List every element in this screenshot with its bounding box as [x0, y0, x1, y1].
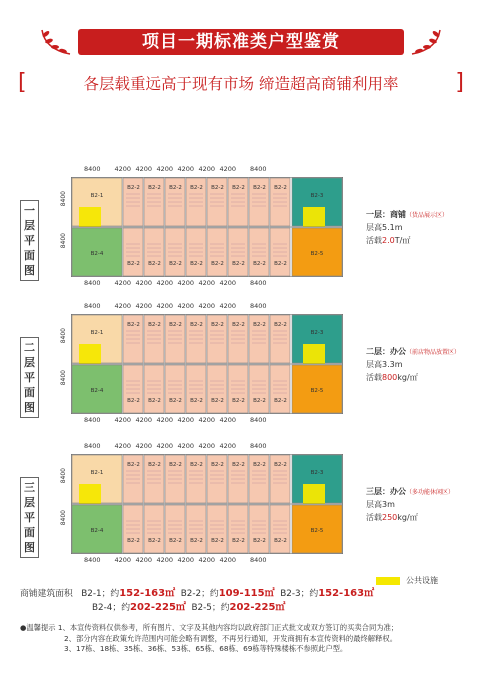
unit-label-nw: B2-1	[90, 193, 104, 199]
floor-label-char: 一	[24, 204, 35, 217]
floor-load-unit: kg/㎡	[397, 513, 418, 522]
area-summary	[20, 587, 374, 615]
dimension-label: 4200	[135, 302, 153, 310]
unit-label-mid: B2-2	[253, 185, 266, 191]
floor-load	[366, 235, 448, 246]
floor-load	[366, 512, 454, 523]
area-line-1	[20, 587, 374, 601]
floor-info-note: （货品展示区）	[406, 212, 449, 219]
area-b25-value: 202-225㎡	[229, 602, 286, 613]
floor-label-char: 面	[24, 249, 35, 262]
dimension-label: 4200	[219, 165, 237, 173]
unit-label-se: B2-5	[310, 528, 324, 534]
dimension-label: 4200	[219, 416, 237, 424]
floor-load-value: 250	[382, 513, 398, 522]
area-b22-label: B2-2；约	[180, 589, 219, 599]
floor-label-char: 图	[24, 401, 35, 414]
side-dimension-label: 8400	[60, 233, 67, 249]
floor-label-char: 平	[24, 234, 35, 247]
dimension-label: 4200	[177, 556, 195, 564]
dimension-label: 4200	[198, 416, 216, 424]
unit-label-mid: B2-2	[190, 538, 203, 544]
note-line-1: ●温馨提示 1、本宣传资料仅供参考，所有图片、文字及其他内容均以政府部门正式批文或双方签订的买卖合同为准；	[20, 623, 399, 632]
unit-label-mid: B2-2	[274, 185, 287, 191]
dimension-label: 4200	[198, 442, 216, 450]
floor-info-head	[366, 486, 454, 497]
dimension-label: 8400	[84, 556, 101, 564]
floor-info-note: （多功能休闲区）	[406, 489, 455, 496]
dimension-label: 4200	[156, 556, 174, 564]
unit-label-mid: B2-2	[169, 185, 182, 191]
dimension-label: 4200	[177, 302, 195, 310]
area-b25-label: B2-5；约	[191, 603, 230, 613]
floor-load-label: 活载	[366, 513, 382, 522]
unit-label-sw: B2-4	[90, 528, 104, 534]
dimension-label: 8400	[84, 302, 101, 310]
floor-label-char: 层	[24, 356, 35, 369]
unit-label-mid: B2-2	[190, 462, 203, 468]
unit-label-mid: B2-2	[211, 538, 224, 544]
dimension-label: 4200	[135, 165, 153, 173]
dimension-label: 4200	[114, 279, 132, 287]
unit-label-mid: B2-2	[127, 538, 140, 544]
subtitle	[18, 71, 464, 97]
dimension-label: 4200	[177, 416, 195, 424]
subtitle-right-bracket: ]	[455, 70, 464, 95]
floor-plan-1	[0, 165, 482, 290]
floor-label-char: 面	[24, 386, 35, 399]
dimension-label: 8400	[84, 279, 101, 287]
area-b24-value: 202-225㎡	[130, 602, 186, 613]
floor-label-char: 图	[24, 264, 35, 277]
side-dimension-label: 8400	[60, 468, 67, 484]
unit-label-mid: B2-2	[274, 538, 287, 544]
subtitle-left-bracket: [	[18, 70, 27, 95]
floor-info-head	[366, 346, 460, 357]
unit-label-mid: B2-2	[211, 462, 224, 468]
dimension-label: 4200	[198, 302, 216, 310]
plan-svg	[71, 454, 343, 554]
floor-info	[366, 486, 454, 523]
floor-height: 层高5.1m	[366, 223, 403, 232]
floor-label-char: 三	[24, 481, 35, 494]
area-b22-value: 109-115㎡	[218, 588, 275, 599]
dimension-label: 8400	[250, 165, 267, 173]
dimension-label: 4200	[219, 556, 237, 564]
unit-label-mid: B2-2	[190, 185, 203, 191]
floor-label-char: 平	[24, 511, 35, 524]
unit-label-nw: B2-1	[90, 470, 104, 476]
unit-label-mid: B2-2	[253, 322, 266, 328]
floor-info	[366, 346, 460, 383]
floor-info-title: 一层：商铺	[366, 210, 406, 219]
unit-label-mid: B2-2	[169, 398, 182, 404]
dimension-label: 4200	[219, 279, 237, 287]
floor-label	[20, 337, 39, 418]
unit-label-ne: B2-3	[310, 193, 324, 199]
unit-label-mid: B2-2	[211, 398, 224, 404]
dimension-label: 4200	[156, 302, 174, 310]
dimension-label: 4200	[219, 442, 237, 450]
area-b23-value: 152-163㎡	[318, 588, 375, 599]
unit-label-mid: B2-2	[148, 398, 161, 404]
area-b24-label: B2-4；约	[92, 603, 130, 613]
unit-label-mid: B2-2	[190, 398, 203, 404]
dimension-label: 8400	[250, 416, 267, 424]
floor-label-char: 面	[24, 526, 35, 539]
unit-label-mid: B2-2	[211, 261, 224, 267]
dimension-label: 4200	[198, 165, 216, 173]
unit-label-mid: B2-2	[253, 538, 266, 544]
dimension-label: 8400	[84, 416, 101, 424]
unit-label-mid: B2-2	[211, 185, 224, 191]
floor-info-title: 二层：办公	[366, 347, 406, 356]
dimension-label: 8400	[84, 442, 101, 450]
dimension-label: 4200	[198, 556, 216, 564]
unit-label-mid: B2-2	[232, 322, 245, 328]
dimension-label: 4200	[135, 442, 153, 450]
dimension-label: 4200	[135, 556, 153, 564]
unit-label-se: B2-5	[310, 251, 324, 257]
side-dimension-label: 8400	[60, 328, 67, 344]
unit-label-mid: B2-2	[190, 322, 203, 328]
floor-label-char: 平	[24, 371, 35, 384]
dimension-label: 4200	[114, 556, 132, 564]
unit-label-sw: B2-4	[90, 251, 104, 257]
unit-label-mid: B2-2	[253, 462, 266, 468]
dimension-label: 4200	[114, 442, 132, 450]
unit-label-mid: B2-2	[274, 462, 287, 468]
plan-drawing	[71, 314, 343, 414]
floor-info-head	[366, 209, 448, 220]
floor-load-label: 活载	[366, 236, 382, 245]
dimension-label: 4200	[156, 416, 174, 424]
floor-label	[20, 477, 39, 558]
dimension-label: 4200	[177, 165, 195, 173]
unit-label-mid: B2-2	[127, 398, 140, 404]
unit-label-mid: B2-2	[211, 322, 224, 328]
dimension-label: 4200	[114, 165, 132, 173]
unit-label-mid: B2-2	[169, 261, 182, 267]
floor-label-char: 图	[24, 541, 35, 554]
legend-public	[376, 575, 438, 586]
dimension-label: 4200	[114, 302, 132, 310]
floor-plan-2	[0, 302, 482, 427]
legend-label: 公共设施	[406, 576, 438, 585]
dimension-label: 8400	[250, 442, 267, 450]
plan-drawing	[71, 454, 343, 554]
dimension-label: 8400	[250, 302, 267, 310]
unit-label-mid: B2-2	[169, 538, 182, 544]
unit-label-mid: B2-2	[274, 322, 287, 328]
floor-load-unit: T/㎡	[394, 236, 411, 245]
floor-load-unit: kg/㎡	[397, 373, 418, 382]
unit-label-mid: B2-2	[148, 538, 161, 544]
floor-height: 层高3.3m	[366, 360, 403, 369]
subtitle-text: 各层载重远高于现有市场 缔造超高商铺利用率	[83, 75, 399, 93]
floor-height: 层高3m	[366, 500, 395, 509]
floor-info-note: （前店物品放置区）	[406, 349, 461, 356]
floor-info-title: 三层：办公	[366, 487, 406, 496]
plan-svg	[71, 177, 343, 277]
dimension-label: 4200	[114, 416, 132, 424]
floor-label-char: 层	[24, 496, 35, 509]
plan-drawing	[71, 177, 343, 277]
laurel-left-icon	[36, 27, 76, 57]
dimension-label: 8400	[250, 279, 267, 287]
floor-label-char: 层	[24, 219, 35, 232]
floor-load-label: 活载	[366, 373, 382, 382]
dimension-label: 4200	[177, 442, 195, 450]
dimension-label: 4200	[135, 416, 153, 424]
floor-label	[20, 200, 39, 281]
note-line-2: 2、部分内容在政策允许范围内可能会略有调整，不再另行通知，开发商拥有本宣传资料的最终解释权。	[64, 633, 397, 643]
area-b21-label: B2-1；约	[81, 589, 120, 599]
floor-load	[366, 372, 460, 383]
unit-label-mid: B2-2	[169, 462, 182, 468]
floor-plan-3	[0, 442, 482, 567]
dimension-label: 8400	[84, 165, 101, 173]
note-line-3: 3、17栋、18栋、35栋、36栋、53栋、65栋、68栋、69栋等特殊楼栋不参照此户型。	[64, 644, 348, 653]
unit-label-mid: B2-2	[253, 398, 266, 404]
unit-label-ne: B2-3	[310, 330, 324, 336]
unit-label-mid: B2-2	[148, 261, 161, 267]
legend-swatch	[376, 577, 400, 585]
unit-label-mid: B2-2	[127, 261, 140, 267]
unit-label-mid: B2-2	[148, 462, 161, 468]
unit-label-se: B2-5	[310, 388, 324, 394]
unit-label-ne: B2-3	[310, 470, 324, 476]
unit-label-mid: B2-2	[127, 462, 140, 468]
dimension-label: 4200	[198, 279, 216, 287]
unit-label-mid: B2-2	[190, 261, 203, 267]
unit-label-mid: B2-2	[127, 322, 140, 328]
dimension-label: 4200	[177, 279, 195, 287]
unit-label-mid: B2-2	[274, 261, 287, 267]
page-title: 项目一期标准类户型鉴赏	[142, 32, 340, 52]
unit-label-mid: B2-2	[232, 462, 245, 468]
area-line-2	[20, 601, 374, 615]
area-b21-value: 152-163㎡	[119, 588, 176, 599]
dimension-label: 4200	[219, 302, 237, 310]
unit-label-mid: B2-2	[232, 538, 245, 544]
unit-label-mid: B2-2	[253, 261, 266, 267]
plan-svg	[71, 314, 343, 414]
unit-label-mid: B2-2	[274, 398, 287, 404]
unit-label-mid: B2-2	[169, 322, 182, 328]
dimension-label: 4200	[156, 165, 174, 173]
title-banner	[36, 27, 446, 57]
area-b23-label: B2-3；约	[280, 589, 319, 599]
dimension-label: 4200	[156, 442, 174, 450]
floor-load-value: 2.0	[382, 236, 395, 245]
side-dimension-label: 8400	[60, 191, 67, 207]
unit-label-mid: B2-2	[232, 398, 245, 404]
side-dimension-label: 8400	[60, 370, 67, 386]
unit-label-sw: B2-4	[90, 388, 104, 394]
unit-label-nw: B2-1	[90, 330, 104, 336]
floor-load-value: 800	[382, 373, 398, 382]
floor-label-char: 二	[24, 341, 35, 354]
unit-label-mid: B2-2	[148, 185, 161, 191]
dimension-label: 4200	[135, 279, 153, 287]
unit-label-mid: B2-2	[127, 185, 140, 191]
dimension-label: 8400	[250, 556, 267, 564]
unit-label-mid: B2-2	[148, 322, 161, 328]
dimension-label: 4200	[156, 279, 174, 287]
unit-label-mid: B2-2	[232, 185, 245, 191]
notes	[20, 623, 398, 655]
laurel-right-icon	[406, 27, 446, 57]
floor-info	[366, 209, 448, 246]
side-dimension-label: 8400	[60, 510, 67, 526]
area-label: 商铺建筑面积	[20, 589, 73, 599]
unit-label-mid: B2-2	[232, 261, 245, 267]
